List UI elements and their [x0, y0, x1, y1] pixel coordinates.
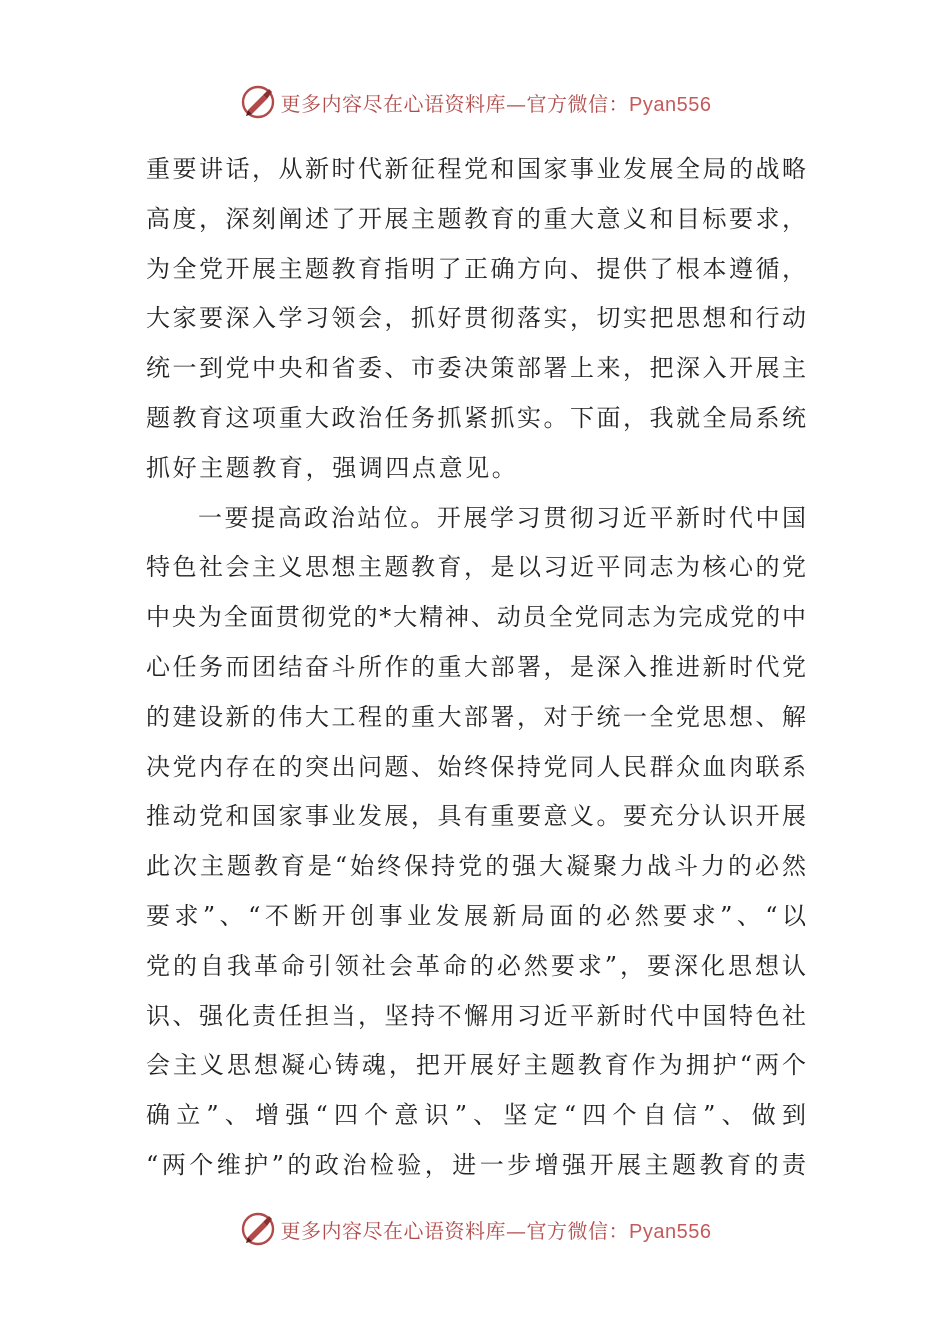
text-line: 中央为全面贯彻党的*大精神、动员全党同志为完成党的中 [146, 603, 806, 632]
text-line: 此次主题教育是“始终保持党的强大凝聚力战斗力的必然 [146, 852, 806, 881]
text-line: “两个维护”的政治检验，进一步增强开展主题教育的责 [146, 1150, 806, 1179]
header-banner-text: 更多内容尽在心语资料库—官方微信：Pyan556 [280, 91, 712, 116]
pen-logo-icon [239, 83, 277, 121]
text-line: 要求”、“不断开创事业发展新局面的必然要求”、“以 [146, 901, 806, 930]
text-line: 确立”、增强“四个意识”、坚定“四个自信”、做到 [146, 1101, 806, 1130]
footer-banner [0, 1209, 950, 1249]
text-line: 重要讲话，从新时代新征程党和国家事业发展全局的战略 [146, 155, 806, 183]
text-line: 心任务而团结奋斗所作的重大部署，是深入推进新时代党 [146, 652, 806, 681]
text-line: 为全党开展主题教育指明了正确方向、提供了根本遵循， [146, 254, 806, 283]
text-line: 决党内存在的突出问题、始终保持党同人民群众血肉联系 [146, 752, 806, 781]
footer-banner-text: 更多内容尽在心语资料库—官方微信：Pyan556 [280, 1218, 712, 1243]
document-body [146, 145, 806, 1191]
text-line: 高度，深刻阐述了开展主题教育的重大意义和目标要求， [146, 204, 806, 233]
text-line: 抓好主题教育，强调四点意见。 [146, 453, 519, 482]
text-line: 题教育这项重大政治任务抓紧抓实。下面，我就全局系统 [146, 403, 806, 432]
text-line: 党的自我革命引领社会革命的必然要求”，要深化思想认 [146, 951, 806, 980]
header-wechat-id: Pyan556 [629, 93, 712, 116]
header-banner [0, 82, 950, 122]
pen-logo-icon [239, 1210, 277, 1248]
text-line: 推动党和国家事业发展，具有重要意义。要充分认识开展 [146, 802, 806, 831]
footer-wechat-id: Pyan556 [629, 1220, 712, 1243]
text-line: 特色社会主义思想主题教育，是以习近平同志为核心的党 [146, 553, 806, 582]
text-line: 识、强化责任担当，坚持不懈用习近平新时代中国特色社 [146, 1001, 806, 1030]
text-line: 大家要深入学习领会，抓好贯彻落实，切实把思想和行动 [146, 304, 806, 333]
text-line: 统一到党中央和省委、市委决策部署上来，把深入开展主 [146, 354, 806, 383]
text-line: 会主义思想凝心铸魂，把开展好主题教育作为拥护“两个 [146, 1051, 806, 1080]
text-line: 的建设新的伟大工程的重大部署，对于统一全党思想、解 [146, 702, 806, 731]
paragraph-start-line: 一要提高政治站位。开展学习贯彻习近平新时代中国 [198, 503, 806, 532]
